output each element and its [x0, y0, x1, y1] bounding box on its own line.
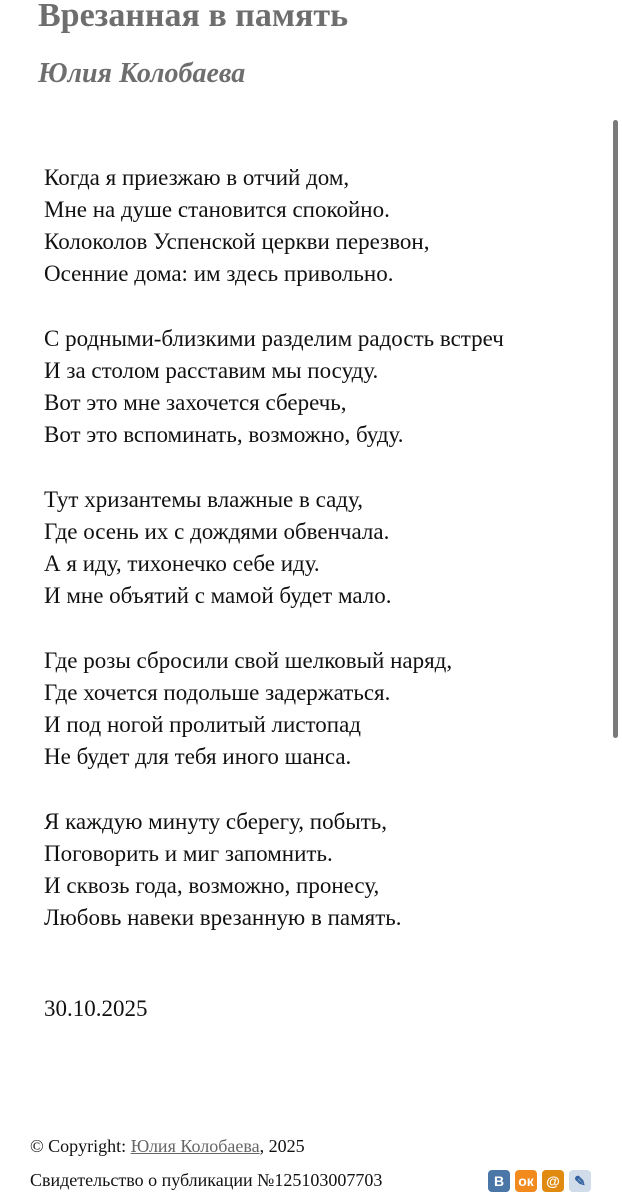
copyright-line	[30, 1134, 305, 1158]
poem-line: И под ногой пролитый листопад	[44, 712, 362, 737]
poem-line: Я каждую минуту сберегу, побыть,	[44, 809, 388, 834]
odnoklassniki-icon[interactable]: ок	[515, 1170, 537, 1192]
vk-icon[interactable]: В	[488, 1170, 510, 1192]
poem-line: Вот это вспоминать, возможно, буду.	[44, 422, 404, 447]
copyright-prefix: © Copyright:	[30, 1136, 131, 1156]
stanza	[44, 323, 604, 451]
poem-line: Вот это мне захочется сберечь,	[44, 390, 347, 415]
poem-line: Колоколов Успенской церкви перезвон,	[44, 229, 430, 254]
poem-line: Когда я приезжаю в отчий дом,	[44, 165, 350, 190]
poem-line: Осенние дома: им здесь привольно.	[44, 261, 394, 286]
poem-line: И мне объятий с мамой будет мало.	[44, 583, 392, 608]
stanza	[44, 806, 604, 934]
poem-line: А я иду, тихонечко себе иду.	[44, 551, 320, 576]
poem-line: И сквозь года, возможно, пронесу,	[44, 873, 380, 898]
poem-line: Где осень их с дождями обвенчала.	[44, 519, 390, 544]
share-buttons	[488, 1170, 591, 1194]
poem-line: Где розы сбросили свой шелковый наряд,	[44, 648, 453, 673]
poem-line: Поговорить и миг запомнить.	[44, 841, 333, 866]
stanza	[44, 645, 604, 773]
publication-certificate: Свидетельство о публикации №125103007703	[30, 1170, 383, 1190]
poem-line: Любовь навеки врезанную в память.	[44, 905, 402, 930]
poem-line: Тут хризантемы влажные в саду,	[44, 487, 363, 512]
author-name[interactable]: Юлия Колобаева	[38, 58, 246, 89]
page-title: Врезанная в память	[38, 0, 349, 34]
stanza	[44, 162, 604, 290]
livejournal-icon[interactable]: ✎	[569, 1170, 591, 1192]
poem-line: Не будет для тебя иного шанса.	[44, 744, 352, 769]
stanza	[44, 484, 604, 612]
poem-line: С родными-близкими разделим радость встреч	[44, 326, 504, 351]
scrollbar[interactable]	[613, 120, 618, 738]
poem-line: Мне на душе становится спокойно.	[44, 197, 390, 222]
publication-date: 30.10.2025	[44, 996, 148, 1021]
poem-text	[44, 162, 604, 967]
poem-line: Где хочется подольше задержаться.	[44, 680, 391, 705]
copyright-author-link[interactable]: Юлия Колобаева	[130, 1136, 260, 1156]
mail-icon[interactable]: @	[542, 1170, 564, 1192]
poem-line: И за столом расставим мы посуду.	[44, 358, 379, 383]
copyright-year: , 2025	[259, 1136, 305, 1156]
